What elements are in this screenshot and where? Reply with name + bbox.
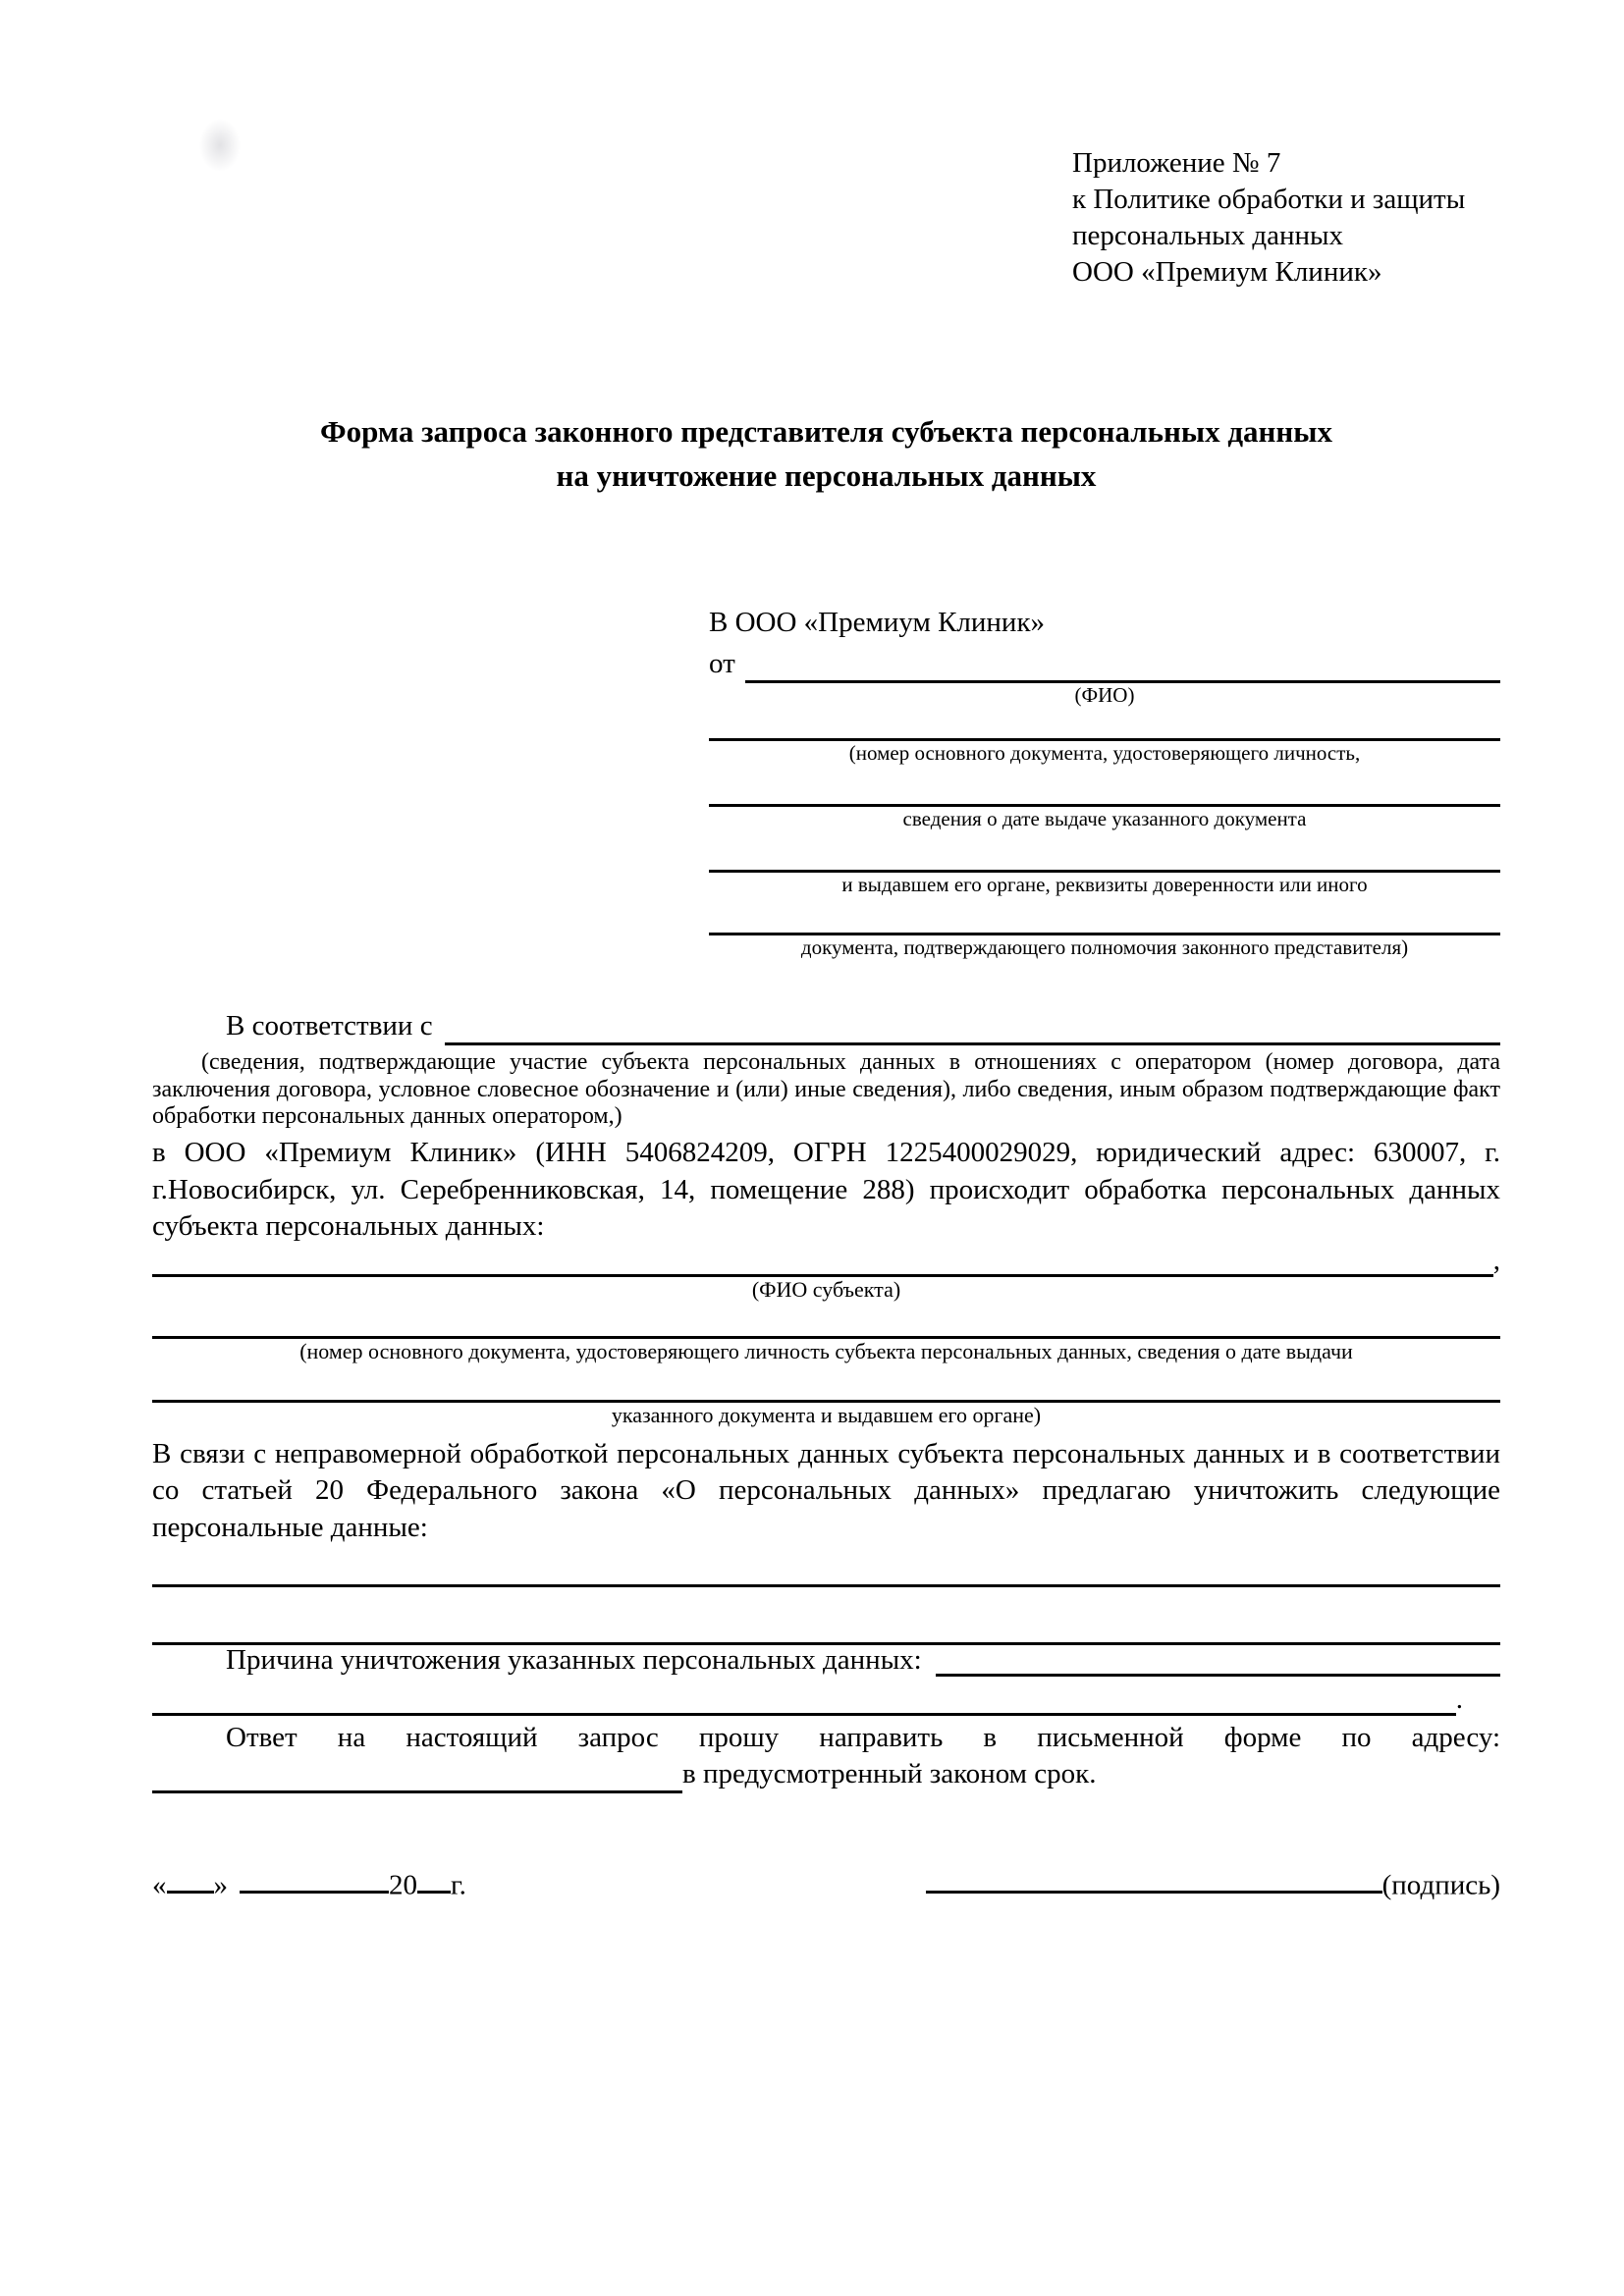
addressee-block — [709, 605, 1500, 959]
fio-caption: (ФИО) — [1074, 682, 1135, 707]
data-to-destroy-blank-line — [152, 1584, 1500, 1587]
field-caption: документа, подтверждающего полномочия законного представителя) — [800, 935, 1409, 960]
reason-row — [152, 1645, 1500, 1677]
unlawful-processing-paragraph: В связи с неправомерной обработкой персональных данных субъекта персональных данных и в соответствии со статьей 20 Федерального закона «О персональных данных» предлагаю уничтожить следующие персональные данные: — [152, 1437, 1500, 1544]
accordance-row — [152, 1008, 1500, 1045]
field-caption: и выдавшем его органе, реквизиты доверенности или иного — [841, 873, 1368, 897]
reason-blank-line — [152, 1713, 1456, 1716]
reason-period: . — [1455, 1682, 1463, 1715]
subject-fio-caption: (ФИО субъекта) — [751, 1276, 901, 1302]
operator-paragraph: в ООО «Премиум Клиник» (ИНН 5406824209, ОГРН 1225400029029, юридический адрес: 630007, г. г.Новосибирск, ул. Серебренниковская, 14, помещение 288) происходит обработка персональных данных субъекта персональных данных: — [152, 1136, 1500, 1243]
document-title-line-1: Форма запроса законного представителя субъекта персональных данных — [320, 414, 1332, 450]
appendix-line: к Политике обработки и защиты — [1072, 184, 1466, 216]
reason-continuation-row — [152, 1684, 1500, 1716]
accordance-blank-line — [445, 1042, 1500, 1045]
subject-doc-caption: (номер основного документа, удостоверяющего личность субъекта персональных данных, сведения о дате выдачи — [299, 1338, 1353, 1363]
document-title — [152, 410, 1500, 499]
appendix-line: Приложение № 7 — [1072, 147, 1281, 179]
document-title-line-2: на уничтожение персональных данных — [556, 458, 1097, 494]
field-caption: сведения о дате выдаче указанного документа — [902, 806, 1307, 830]
date-year-suffix: г. — [451, 1869, 466, 1901]
address-blank-line — [152, 1790, 682, 1793]
answer-address-row — [152, 1756, 1500, 1793]
scan-artifact — [192, 110, 247, 181]
answer-tail: в предусмотренный законом срок. — [682, 1758, 1097, 1790]
signature-group — [926, 1862, 1500, 1904]
field-caption: (номер основного документа, удостоверяющего личность, — [848, 740, 1361, 765]
reason-label: Причина уничтожения указанных персональных данных: — [226, 1643, 922, 1676]
signature-blank-line — [926, 1862, 1382, 1895]
date-quote-open: « — [152, 1869, 167, 1901]
appendix-line: ООО «Премиум Клиник» — [1072, 256, 1382, 289]
addressee-to: В ООО «Премиум Клиник» — [709, 607, 1046, 639]
accordance-note: (сведения, подтверждающие участие субъекта персональных данных в отношениях с оператором (номер договора, дата заключения договора, условное словесное обозначение и (или) иные сведения), либо сведения, иным образом подтверждающие факт обработки персональных данных оператором,) — [152, 1049, 1500, 1130]
date-signature-row — [152, 1862, 1500, 1904]
date-quote-close: » — [213, 1869, 228, 1901]
signature-caption: (подпись) — [1381, 1869, 1500, 1901]
date-day-blank-line — [167, 1862, 214, 1895]
date-month-blank-line — [240, 1862, 389, 1895]
subject-fio-comma: , — [1492, 1244, 1500, 1276]
date-year-blank-line — [417, 1862, 451, 1895]
subject-doc-caption: указанного документа и выдавшем его органе) — [611, 1402, 1042, 1427]
date-group — [152, 1862, 466, 1904]
from-row — [709, 646, 1500, 683]
appendix-line: персональных данных — [1072, 220, 1344, 252]
from-label: от — [709, 648, 735, 679]
accordance-label: В соответствии с — [226, 1010, 433, 1042]
reason-blank-line — [936, 1674, 1500, 1677]
subject-fio-row — [152, 1246, 1500, 1277]
appendix-block — [1072, 145, 1500, 291]
answer-paragraph: Ответ на настоящий запрос прошу направить в письменной форме по адресу: — [226, 1721, 1500, 1753]
date-year-prefix: 20 — [389, 1869, 417, 1901]
